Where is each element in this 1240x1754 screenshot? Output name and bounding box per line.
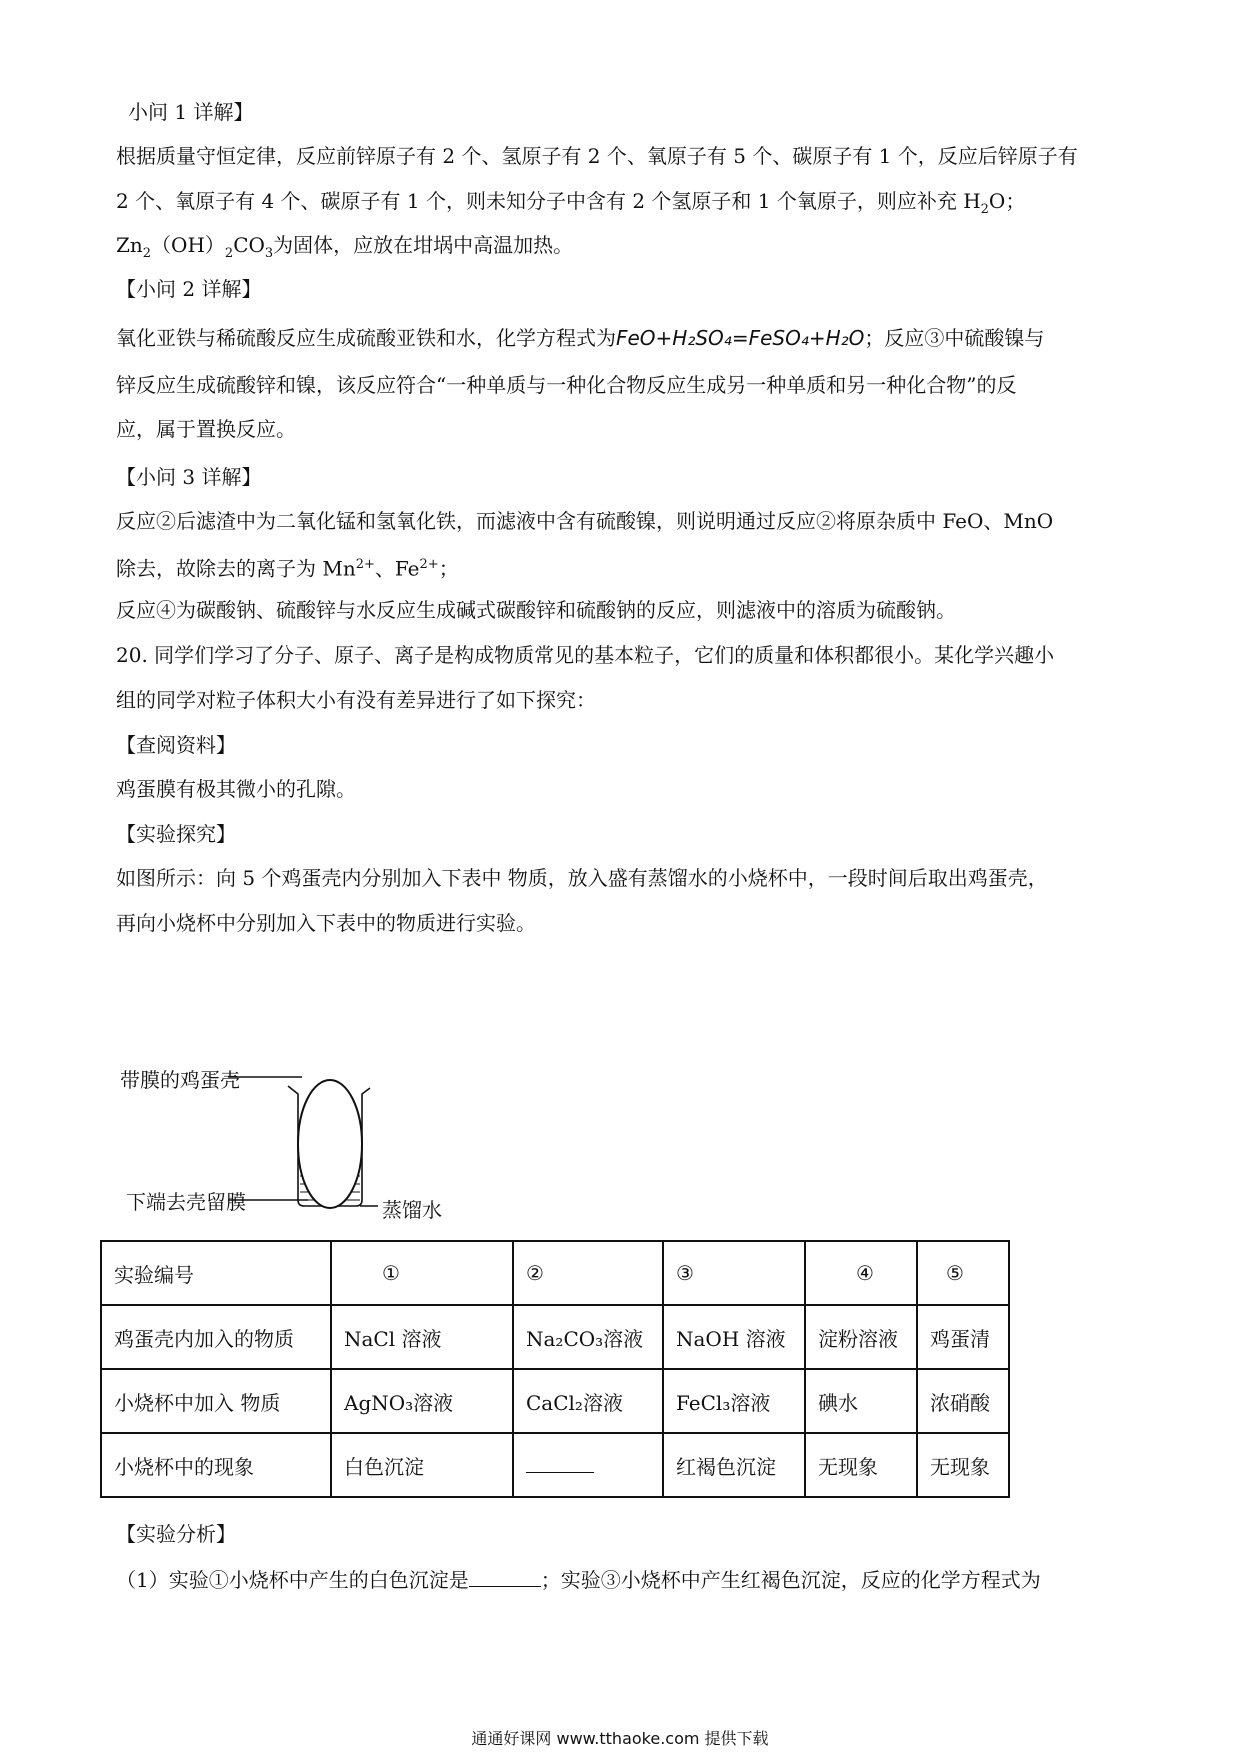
table-cell: AgNO₃溶液 xyxy=(331,1369,513,1433)
q3-paragraph-line-1: 反应②后滤渣中为二氧化锰和氢氧化铁，而滤液中含有硫酸镍，则说明通过反应②将原杂质中 FeO、MnO xyxy=(116,509,1054,533)
table-cell: NaOH 溶液 xyxy=(663,1305,805,1369)
table-cell: ④ xyxy=(805,1241,917,1305)
q1-paragraph-line-3: $Zn_2(OH)_2CO_3$为固体，应放在坩埚中高温加热。 xyxy=(116,233,574,261)
q2-heading: 【小问 2 详解】 xyxy=(116,277,262,301)
experiment-line-1: 如图所示：向 5 个鸡蛋壳内分别加入下表中 物质，放入盛有蒸馏水的小烧杯中，一段时间后取出鸡蛋壳， xyxy=(116,866,1048,890)
label-shell-with-membrane: 带膜的鸡蛋壳 xyxy=(120,1068,240,1092)
table-row xyxy=(101,1241,1009,1305)
table-cell: 红褐色沉淀 xyxy=(663,1433,805,1497)
egg-shell xyxy=(298,1080,362,1208)
q3-heading: 【小问 3 详解】 xyxy=(116,465,262,489)
table-row xyxy=(101,1433,1009,1497)
table-cell: 白色沉淀 xyxy=(331,1433,513,1497)
table-cell: FeCl₃溶液 xyxy=(663,1369,805,1433)
q20-line-1: 20. 同学们学习了分子、原子、离子是构成物质常见的基本粒子，它们的质量和体积都很小。某化学兴趣小 xyxy=(116,643,1055,667)
q1-heading: 小问 1 详解】 xyxy=(128,100,254,124)
table-cell: 无现象 xyxy=(917,1433,1009,1497)
q3-paragraph-line-3: 反应④为碳酸钠、硫酸锌与水反应生成碱式碳酸锌和硫酸钠的反应，则滤液中的溶质为硫酸钠。 xyxy=(116,598,956,622)
experiment-heading: 【实验探究】 xyxy=(116,822,236,846)
table-cell: 实验编号 xyxy=(101,1241,331,1305)
table-cell: NaCl 溶液 xyxy=(331,1305,513,1369)
q1-paragraph-line-1: 根据质量守恒定律，反应前锌原子有 2 个、氢原子有 2 个、氧原子有 5 个、碳原子有 1 个，反应后锌原子有 xyxy=(116,144,1078,168)
answer-blank xyxy=(526,1452,594,1473)
table-cell: ① xyxy=(331,1241,513,1305)
table-cell: 碘水 xyxy=(805,1369,917,1433)
table-row xyxy=(101,1369,1009,1433)
table-cell: 鸡蛋壳内加入的物质 xyxy=(101,1305,331,1369)
table-cell: ③ xyxy=(663,1241,805,1305)
table-cell: CaCl₂溶液 xyxy=(513,1369,663,1433)
table-cell: 无现象 xyxy=(805,1433,917,1497)
table-cell: 鸡蛋清 xyxy=(917,1305,1009,1369)
table-cell-blank xyxy=(513,1433,663,1497)
table-cell: ② xyxy=(513,1241,663,1305)
experiment-table xyxy=(100,1240,1010,1498)
table-cell: 小烧杯中加入 物质 xyxy=(101,1369,331,1433)
table-cell: Na₂CO₃溶液 xyxy=(513,1305,663,1369)
analysis-line-1: （1）实验①小烧杯中产生的白色沉淀是 ；实验③小烧杯中产生红褐色沉淀，反应的化学方程式为 xyxy=(116,1568,1041,1592)
egg-beaker-figure xyxy=(120,1060,480,1230)
reference-text: 鸡蛋膜有极其微小的孔隙。 xyxy=(116,777,356,801)
table-cell: ⑤ xyxy=(917,1241,1009,1305)
table-row xyxy=(101,1305,1009,1369)
label-bottom-membrane: 下端去壳留膜 xyxy=(126,1190,246,1214)
analysis-heading: 【实验分析】 xyxy=(116,1522,236,1546)
table-cell: 浓硝酸 xyxy=(917,1369,1009,1433)
q2-paragraph-line-3: 应，属于置换反应。 xyxy=(116,417,296,441)
page-footer: 通通好课网 www.tthaoke.com 提供下载 xyxy=(471,1729,769,1748)
experiment-line-2: 再向小烧杯中分别加入下表中的物质进行实验。 xyxy=(116,911,536,935)
label-distilled-water: 蒸馏水 xyxy=(382,1198,442,1222)
answer-blank xyxy=(469,1568,541,1587)
q3-paragraph-line-2: 除去，故除去的离子为 $Mn^{2+}$、$Fe^{2+}$； xyxy=(116,556,459,581)
q2-paragraph-line-1: 氧化亚铁与稀硫酸反应生成硫酸亚铁和水，化学方程式为FeO+H₂SO₄=FeSO₄+H₂O；反应③中硫酸镍与 xyxy=(116,326,1045,350)
q1-paragraph-line-2: 2 个、氧原子有 4 个、碳原子有 1 个，则未知分子中含有 2 个氢原子和 1 个氧原子，则应补充 $H_2O$； xyxy=(116,189,1026,217)
q2-equation: FeO+H₂SO₄=FeSO₄+H₂O xyxy=(616,326,865,350)
q20-line-2: 组的同学对粒子体积大小有没有差异进行了如下探究： xyxy=(116,688,596,712)
q2-paragraph-line-2: 锌反应生成硫酸锌和镍，该反应符合“一种单质与一种化合物反应生成另一种单质和另一种化合物”的反 xyxy=(116,373,1017,397)
table-cell: 淀粉溶液 xyxy=(805,1305,917,1369)
reference-heading: 【查阅资料】 xyxy=(116,733,236,757)
table-cell: 小烧杯中的现象 xyxy=(101,1433,331,1497)
